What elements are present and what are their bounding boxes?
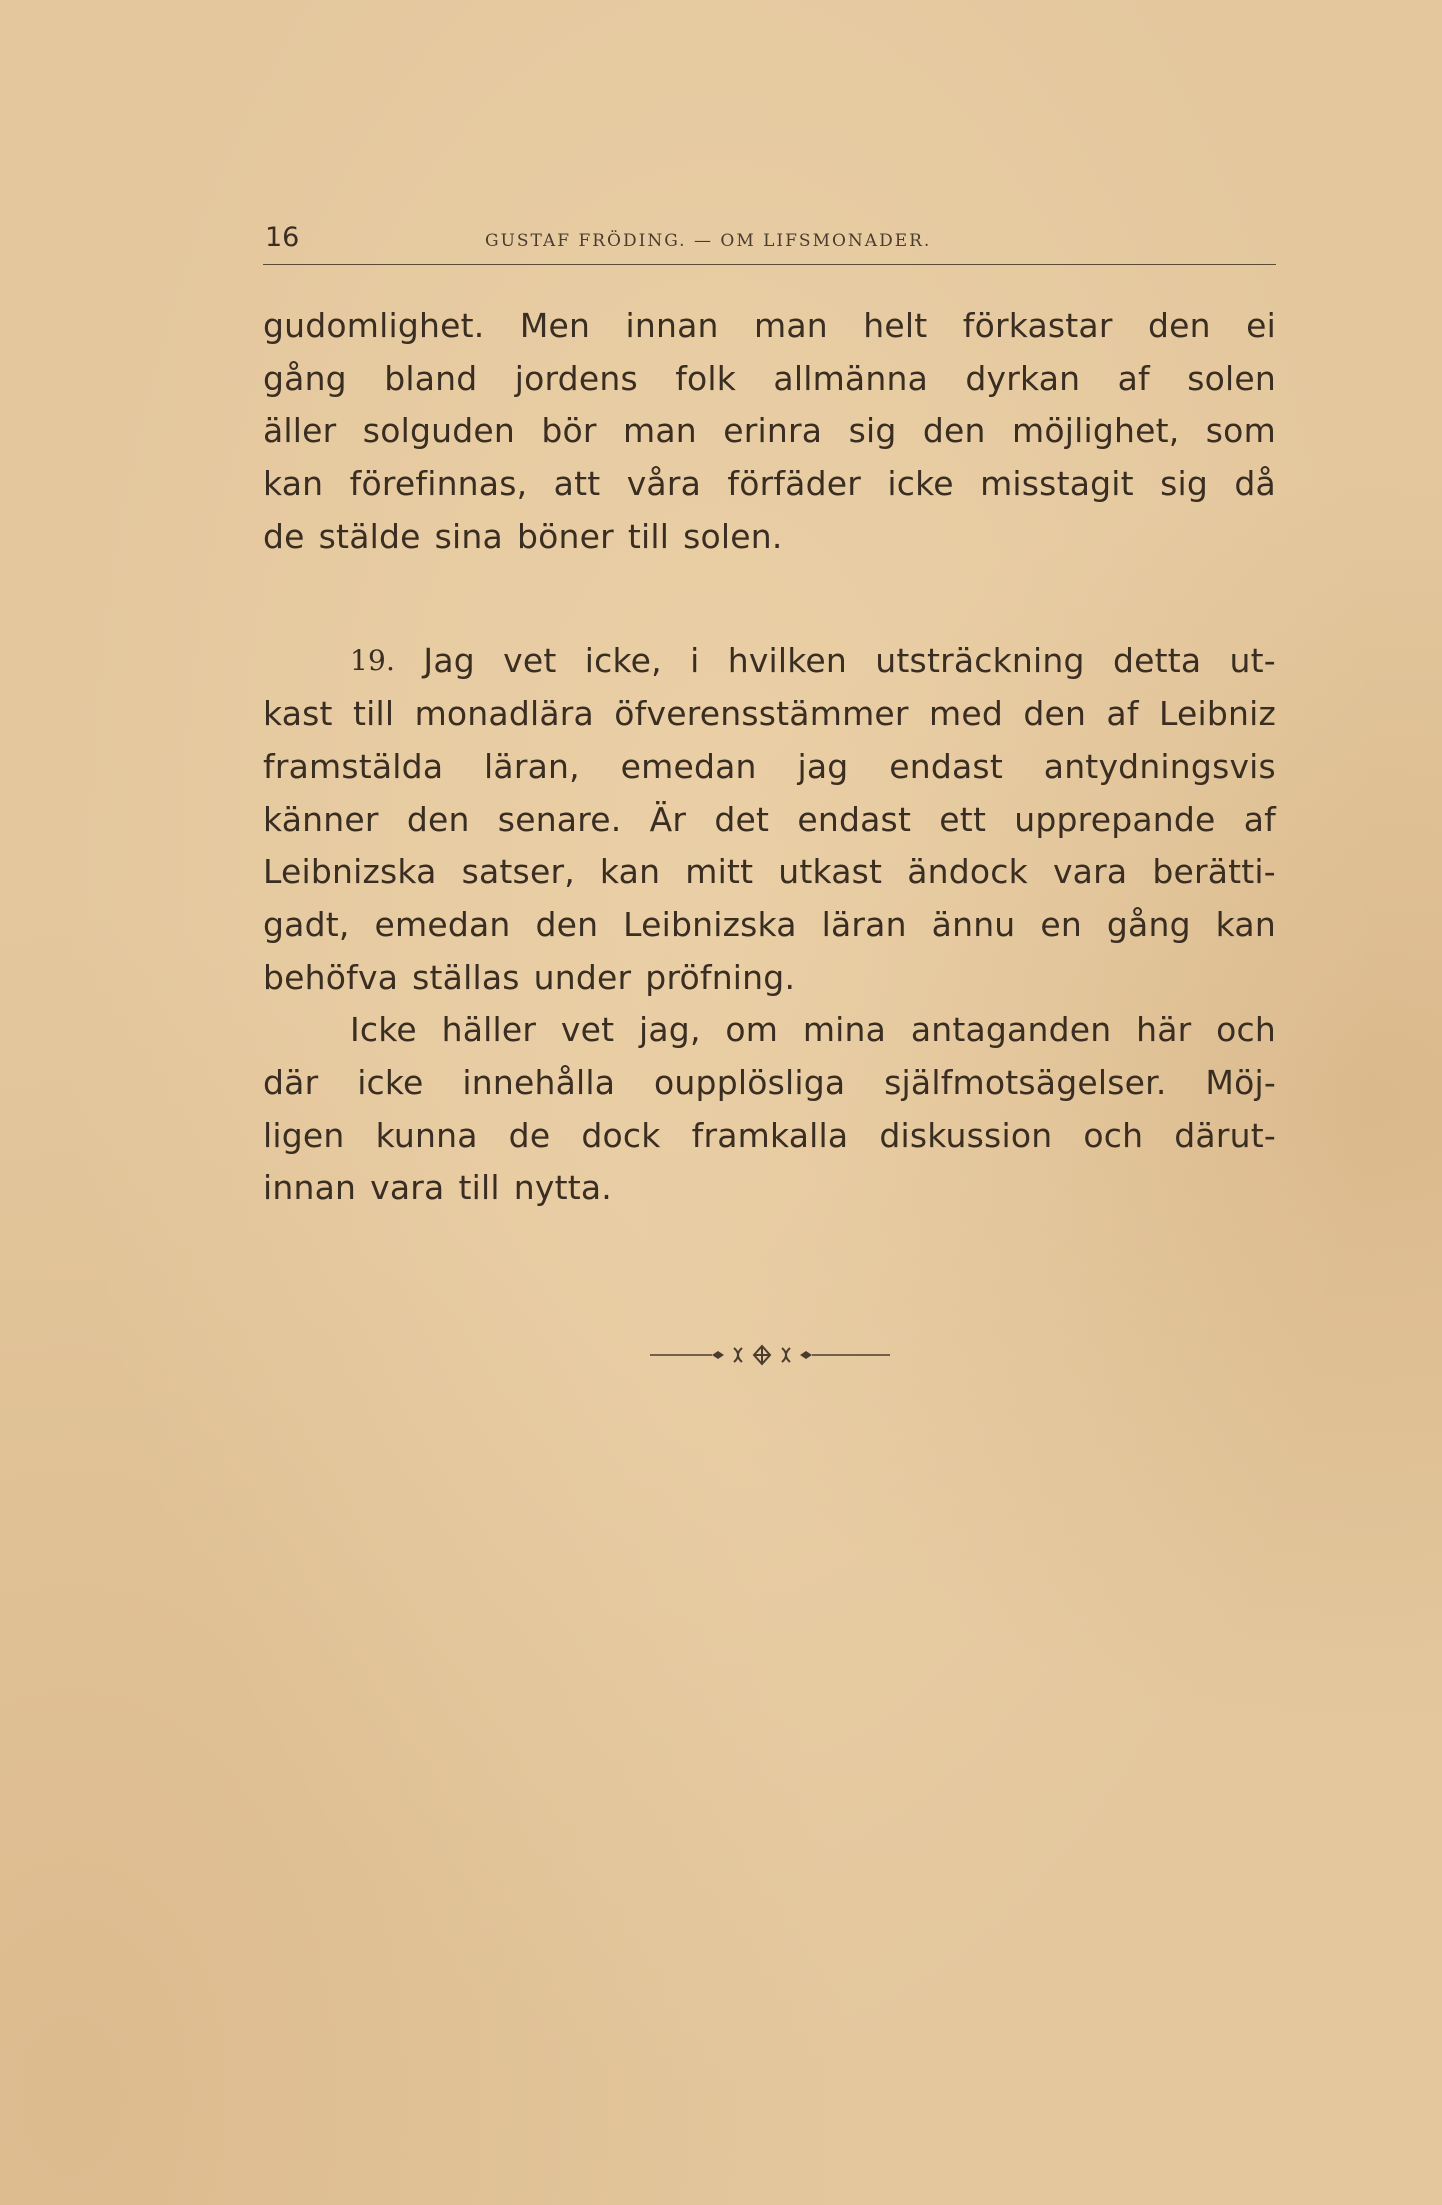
word: om bbox=[725, 1010, 779, 1050]
word: läran, bbox=[484, 746, 580, 786]
word: sig bbox=[848, 411, 897, 451]
word: förfäder bbox=[727, 464, 862, 504]
word: kunna bbox=[375, 1115, 478, 1155]
word: nytta. bbox=[513, 1168, 612, 1208]
section-number: 19. bbox=[350, 644, 396, 678]
word: satser, bbox=[461, 852, 575, 892]
word: till bbox=[458, 1168, 500, 1208]
word: förefinnas, bbox=[349, 464, 528, 504]
word: folk bbox=[675, 358, 737, 398]
word: vet bbox=[503, 641, 557, 681]
word: här bbox=[1136, 1010, 1192, 1050]
word: ei bbox=[1246, 306, 1276, 345]
text-line bbox=[263, 511, 1276, 564]
word: som bbox=[1205, 411, 1276, 451]
word: diskussion bbox=[879, 1115, 1053, 1155]
word: kan bbox=[599, 852, 661, 892]
page-number: 16 bbox=[265, 222, 300, 253]
word: och bbox=[1083, 1115, 1144, 1155]
word: af bbox=[1106, 694, 1139, 734]
body-text bbox=[263, 300, 1276, 1215]
paragraph-1 bbox=[263, 300, 1276, 563]
word: häller bbox=[441, 1010, 537, 1050]
word: endast bbox=[797, 799, 912, 839]
word: dyrkan bbox=[965, 358, 1081, 398]
word: hvilken bbox=[727, 641, 848, 681]
word: våra bbox=[626, 464, 702, 504]
word: Leibnizska bbox=[263, 852, 437, 892]
word: äller bbox=[263, 411, 337, 451]
word: ännu bbox=[931, 904, 1016, 944]
word: senare. bbox=[497, 799, 622, 839]
word: ut- bbox=[1229, 641, 1276, 681]
word: gång bbox=[263, 358, 347, 398]
word: framstälda bbox=[263, 746, 444, 786]
text-line bbox=[263, 741, 1276, 794]
word: Är bbox=[649, 799, 687, 839]
word: mitt bbox=[685, 852, 754, 892]
word: Men bbox=[519, 306, 591, 345]
word: innan bbox=[625, 306, 719, 345]
word: Möj- bbox=[1205, 1062, 1276, 1102]
text-line bbox=[263, 458, 1276, 511]
word: en bbox=[1040, 904, 1082, 944]
text-line bbox=[263, 353, 1276, 406]
word: man bbox=[754, 306, 828, 345]
word: att bbox=[553, 464, 601, 504]
word: i bbox=[690, 641, 700, 681]
word: icke, bbox=[584, 641, 662, 681]
word: det bbox=[714, 799, 770, 839]
text-line bbox=[263, 1004, 1276, 1057]
word: den bbox=[406, 799, 470, 839]
word: Leibnizska bbox=[623, 904, 797, 944]
word: bland bbox=[384, 358, 478, 398]
text-line bbox=[263, 899, 1276, 952]
text-line bbox=[263, 952, 1276, 1005]
word: jag, bbox=[639, 1010, 701, 1050]
text-line bbox=[263, 1162, 1276, 1215]
word: där bbox=[263, 1062, 319, 1102]
word: bör bbox=[541, 411, 597, 451]
word: vara bbox=[370, 1168, 445, 1208]
word: gång bbox=[1106, 904, 1191, 944]
word: pröfning. bbox=[645, 957, 796, 997]
word: oupplösliga bbox=[654, 1062, 846, 1102]
word: behöfva bbox=[263, 957, 399, 997]
word: under bbox=[533, 957, 632, 997]
running-title: GUSTAF FRÖDING. — OM LIFSMONADER. bbox=[485, 231, 932, 251]
word: till bbox=[627, 516, 670, 556]
word: icke bbox=[887, 464, 954, 504]
word: af bbox=[1243, 799, 1276, 839]
word: af bbox=[1117, 358, 1150, 398]
text-line bbox=[263, 688, 1276, 741]
word: förkastar bbox=[962, 306, 1113, 345]
word: kan bbox=[1215, 904, 1276, 944]
word: själfmotsägelser. bbox=[884, 1062, 1167, 1102]
word: därut- bbox=[1174, 1115, 1276, 1155]
word: Leibniz bbox=[1158, 694, 1276, 734]
word: den bbox=[1023, 694, 1087, 734]
word: då bbox=[1234, 464, 1276, 504]
word: detta bbox=[1112, 641, 1202, 681]
text-line bbox=[263, 405, 1276, 458]
word: misstagit bbox=[980, 464, 1134, 504]
word: gudomlighet. bbox=[263, 306, 485, 345]
word: möjlighet, bbox=[1011, 411, 1180, 451]
word: man bbox=[623, 411, 697, 451]
word: de bbox=[263, 516, 305, 556]
word: jordens bbox=[514, 358, 638, 398]
word: sina bbox=[434, 516, 503, 556]
text-line bbox=[263, 794, 1276, 847]
word: utkast bbox=[778, 852, 883, 892]
text-line bbox=[263, 1057, 1276, 1110]
word: jag bbox=[797, 746, 849, 786]
word: endast bbox=[889, 746, 1003, 786]
paragraph-gap bbox=[263, 563, 1276, 635]
text-line bbox=[263, 635, 1276, 688]
word: icke bbox=[357, 1062, 424, 1102]
word: innan bbox=[263, 1168, 357, 1208]
word: ligen bbox=[263, 1115, 345, 1155]
word: vet bbox=[560, 1010, 615, 1050]
word: solen. bbox=[683, 516, 783, 556]
word: Jag bbox=[423, 641, 475, 681]
text-line bbox=[263, 1110, 1276, 1163]
word: monadlära bbox=[414, 694, 594, 734]
word: ändock bbox=[907, 852, 1028, 892]
text-line bbox=[263, 300, 1276, 353]
word: utsträckning bbox=[875, 641, 1085, 681]
word: solen bbox=[1187, 358, 1276, 398]
word: kast bbox=[263, 694, 333, 734]
word: med bbox=[929, 694, 1004, 734]
word: erinra bbox=[723, 411, 823, 451]
word: allmänna bbox=[773, 358, 929, 398]
word: innehålla bbox=[462, 1062, 616, 1102]
paragraph-2 bbox=[263, 635, 1276, 1004]
word: den bbox=[535, 904, 599, 944]
word: mina bbox=[802, 1010, 887, 1050]
word: och bbox=[1216, 1010, 1276, 1050]
word: antydningsvis bbox=[1043, 746, 1276, 786]
word: solguden bbox=[362, 411, 515, 451]
word: framkalla bbox=[691, 1115, 849, 1155]
word: vara bbox=[1052, 852, 1128, 892]
running-head bbox=[263, 222, 1276, 265]
word: ett bbox=[939, 799, 987, 839]
word: dock bbox=[581, 1115, 661, 1155]
word: emedan bbox=[620, 746, 757, 786]
word: till bbox=[353, 694, 395, 734]
word: den bbox=[1147, 306, 1211, 345]
word: upprepande bbox=[1014, 799, 1216, 839]
word: ställas bbox=[412, 957, 520, 997]
word: böner bbox=[516, 516, 614, 556]
word: antaganden bbox=[910, 1010, 1112, 1050]
word: läran bbox=[821, 904, 907, 944]
paragraph-3 bbox=[263, 1004, 1276, 1215]
word: känner bbox=[263, 799, 379, 839]
word: emedan bbox=[374, 904, 511, 944]
decorative-rule-icon bbox=[650, 1340, 890, 1370]
word: gadt, bbox=[263, 904, 350, 944]
word: berätti- bbox=[1152, 852, 1276, 892]
word: kan bbox=[263, 464, 324, 504]
word: öfverensstämmer bbox=[614, 694, 909, 734]
word: helt bbox=[863, 306, 928, 345]
word: de bbox=[508, 1115, 551, 1155]
word: den bbox=[922, 411, 986, 451]
word: stälde bbox=[318, 516, 421, 556]
word: sig bbox=[1160, 464, 1209, 504]
word: Icke bbox=[350, 1010, 417, 1050]
text-line bbox=[263, 846, 1276, 899]
